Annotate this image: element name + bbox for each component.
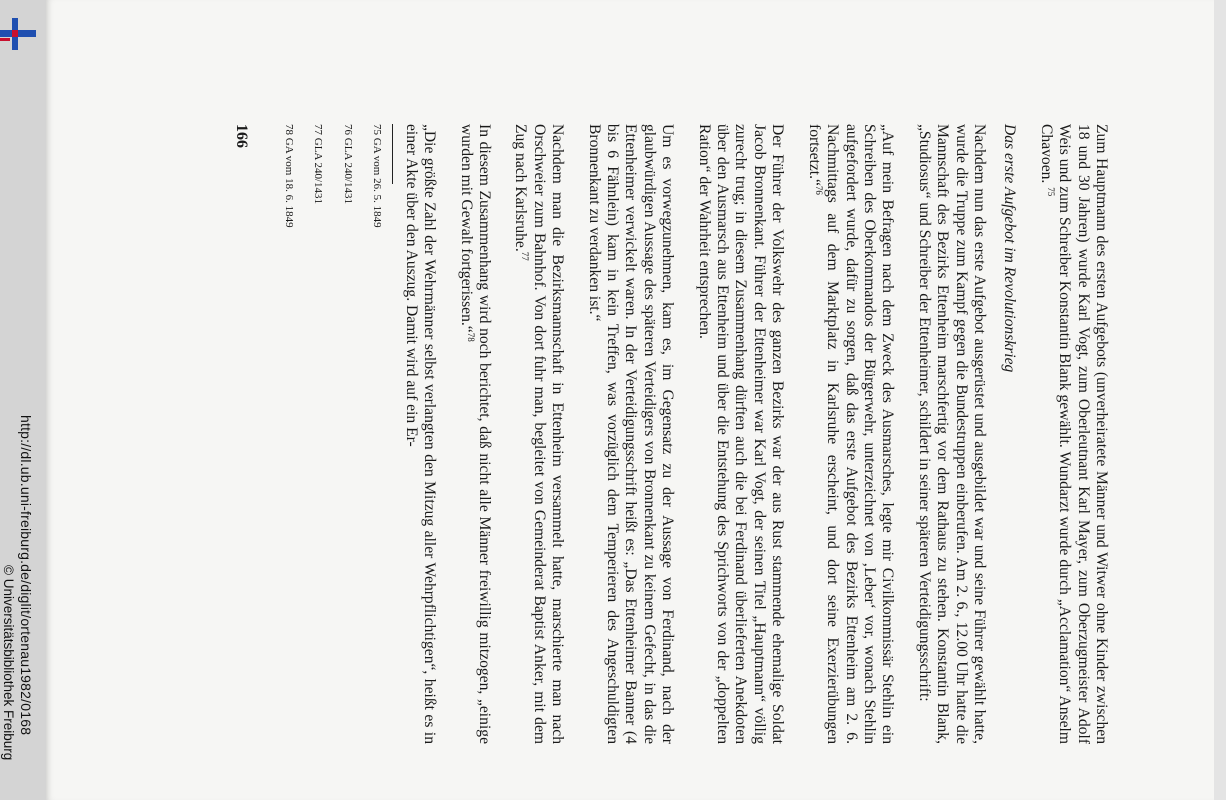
page-content	[110, 124, 1110, 744]
watermark-copyright: © Universitätsbibliothek Freiburg	[1, 565, 16, 761]
footnote: 77 GLA 240/1431	[312, 124, 325, 205]
paragraph: Nachdem man die Bezirksmannschaft in Ettenheim versammelt hatte, marschierte man nach Orschweier zum Bahnhof. Von dort fuhr man, begleitet von Gemeinderat Baptist Anker, mit dem Zug nach Karlsruhe.$^{77}$	[512, 124, 567, 744]
page-edge	[1214, 0, 1226, 800]
footnote-ref: 77	[520, 251, 531, 261]
footnote: 78 GA vom 18. 6. 1849	[282, 124, 295, 228]
footnote: 76 GLA 240/1431	[341, 124, 354, 205]
footnote-ref: 75	[1045, 187, 1056, 197]
footnote-rule	[392, 124, 393, 184]
footnote-ref: 76	[813, 185, 824, 195]
page-number: 166	[233, 124, 251, 148]
paragraph: Zum Hauptmann des ersten Aufgebots (unverheiratete Männer und Witwer ohne Kinder zwischen 18 und 30 Jahren) wurde Karl Vogt, zum Oberleutnant Karl Mayer, zum Oberzugmeister Adolf Weis und zum Schreiber Konstantin Blank gewählt. Wundarzt wurde durch „Acclamation“ Anselm Chavoen. $^{75}$	[1037, 124, 1110, 744]
paragraph: Um es vorwegzunehmen, kam es, im Gegensatz zu der Aussage von Ferdinand, nach der glaubwürdigen Aussage des späteren Verteidigers von Bronnenkant zu keinem Gefecht, in das die Ettenheimer verwickelt waren. In der Verteidigungsschrift heißt es: „Das Ettenheimer Banner (4 bis 6 Fähnlein) kam in kein Treffen, was vorzüglich dem Temperieren des Angeschuldigten Bronnenkant zu verdanken ist.“	[585, 124, 677, 744]
footnote: 75 GA vom 26. 5. 1849	[371, 124, 384, 228]
watermark-url: http://dl.ub.uni-freiburg.de/diglit/ortenau1982/0168	[18, 415, 34, 736]
section-heading: Das erste Aufgebot im Revolutionskrieg	[1001, 124, 1019, 373]
paragraph: In diesem Zusammenhang wird noch berichtet, daß nicht alle Männer freiwillig mitzogen, „einige wurden mit Gewalt fortgerissen.“$^{78}$	[457, 124, 494, 744]
paragraph: „Die größte Zahl der Wehrmänner selbst verlangten den Mitzug aller Wehrpflichtigen“, heißt es in einer Akte über den Auszug. Damit wird auf ein Er-	[402, 124, 439, 744]
footnote-ref: 78	[465, 332, 476, 342]
paragraph: Der Führer der Volkswehr des ganzen Bezirks war der aus Rust stammende ehemalige Soldat Jacob Bronnenkant. Führer der Ettenheimer war Karl Vogt, der seinen Titel „Hauptmann“ völlig zurecht trug; in diesem Zusammenhang dürften auch die bei Ferdinand überlieferten Anekdoten über den Ausmarsch aus Ettenheim und über die Entstehung des Sprichworts von der „doppelten Ration“ der Wahrheit entsprechen.	[695, 124, 787, 744]
quote: „Auf mein Befragen nach dem Zweck des Ausmarsches, legte mir Civilkommissär Stehlin ein Schreiben des Oberkommandos der Bürgerwehr, unterzeichnet von ‚Leber‘ vor, wonach Stehlin aufgefordert wurde, dafür zu sorgen, daß das erste Aufgebot des Bezirks Ettenheim am 2. 6. Nachmittags auf dem Marktplatz in Karlsruhe erscheint, und dort seine Exerzierübungen fortsetzt.“$^{76}$	[805, 124, 897, 744]
paragraph: Nachdem nun das erste Aufgebot ausgerüstet und ausgebildet war und seine Führer gewählt hatte, wurde die Truppe zum Kampf gegen die Bundestruppen einberufen. Am 2. 6., 12.00 Uhr hatte die Mannschaft des Bezirks Ettenheim marschfertig vor dem Rathaus zu stehen. Konstantin Blank, „Studiosus“ und Schreiber der Ettenheimer, schildert in seiner späteren Verteidigungsschrift:	[915, 124, 988, 744]
watermark	[0, 0, 46, 800]
